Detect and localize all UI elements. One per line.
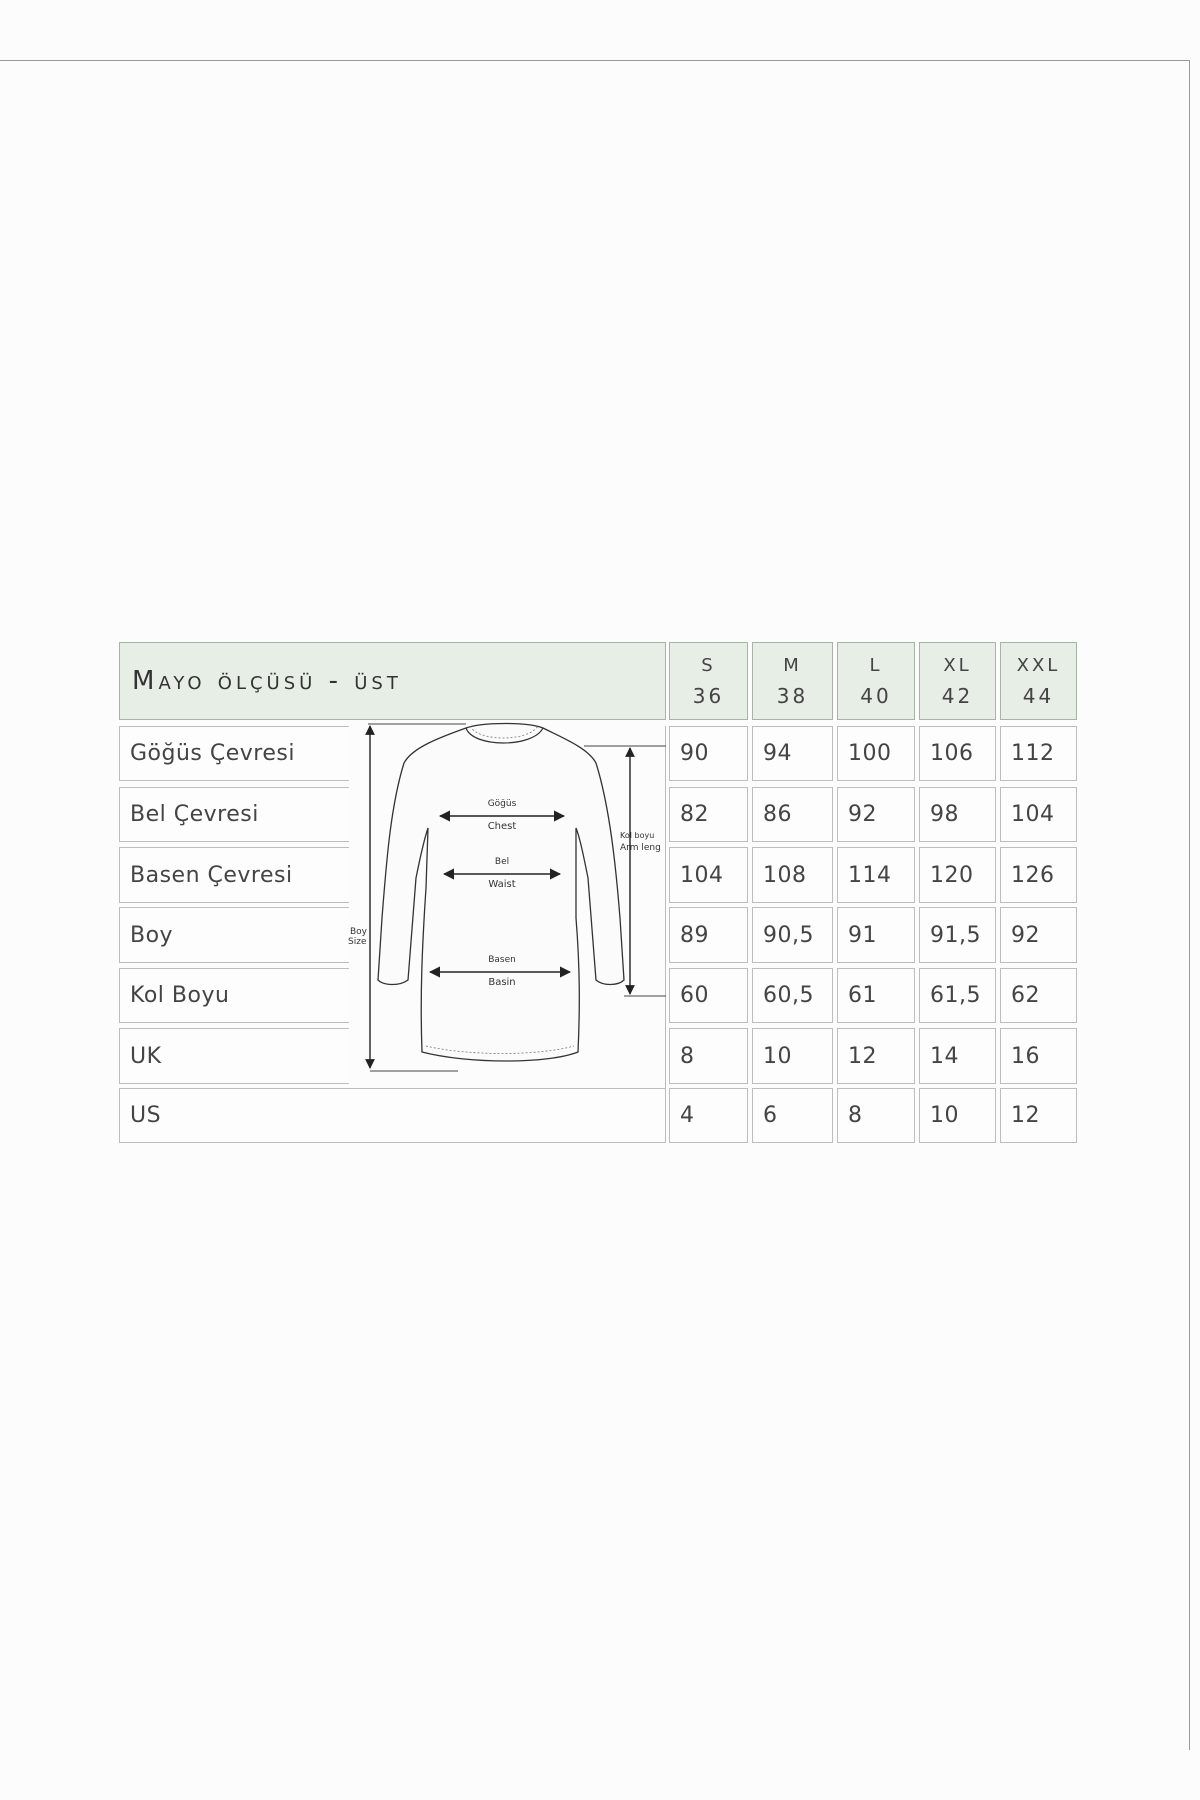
table-cell: 12 xyxy=(1000,1088,1077,1143)
page-right-border xyxy=(1189,60,1190,1750)
table-title-initial: M xyxy=(132,666,159,696)
row-label-text: Boy xyxy=(130,922,174,948)
table-cell: 92 xyxy=(837,787,915,842)
row-label-chest xyxy=(119,726,349,781)
size-header-xxl xyxy=(1000,642,1077,720)
length-label-tr: Boy xyxy=(350,927,368,937)
size-label: L xyxy=(869,655,883,676)
table-cell: 94 xyxy=(752,726,833,781)
row-label-text: Kol Boyu xyxy=(130,983,230,1008)
table-cell: 91 xyxy=(837,907,915,963)
size-header-s xyxy=(669,642,748,720)
table-title xyxy=(119,642,666,720)
table-cell: 62 xyxy=(1000,968,1077,1023)
table-cell: 82 xyxy=(669,787,748,842)
row-label-us xyxy=(119,1088,666,1143)
table-cell: 10 xyxy=(919,1088,996,1143)
waist-label-tr: Bel xyxy=(494,857,510,867)
size-eu: 38 xyxy=(776,684,809,708)
row-label-text: Bel Çevresi xyxy=(130,802,259,827)
row-label-text: UK xyxy=(130,1043,162,1069)
row-label-uk xyxy=(119,1028,349,1084)
size-label: XXL xyxy=(1016,655,1061,676)
table-cell: 98 xyxy=(919,787,996,842)
table-cell: 10 xyxy=(752,1028,833,1084)
row-label-text: US xyxy=(130,1103,162,1128)
arm-label-tr: Kol boyu xyxy=(620,831,655,840)
size-eu: 36 xyxy=(692,684,725,708)
table-cell: 114 xyxy=(837,847,915,903)
table-cell: 92 xyxy=(1000,907,1077,963)
table-cell: 120 xyxy=(919,847,996,903)
table-cell: 86 xyxy=(752,787,833,842)
table-cell: 4 xyxy=(669,1088,748,1143)
table-title-rest: ayo ölçüsü - üst xyxy=(158,666,402,696)
page-top-border xyxy=(0,60,1190,61)
table-cell: 61,5 xyxy=(919,968,996,1023)
size-header-l xyxy=(837,642,915,720)
row-label-text: Basen Çevresi xyxy=(130,862,293,888)
chest-label-tr: Göğüs xyxy=(487,799,517,809)
size-eu: 44 xyxy=(1022,684,1055,708)
table-cell: 8 xyxy=(837,1088,915,1143)
size-header-xl xyxy=(919,642,996,720)
size-label: XL xyxy=(943,655,972,676)
table-cell: 90,5 xyxy=(752,907,833,963)
table-cell: 8 xyxy=(669,1028,748,1084)
table-cell: 112 xyxy=(1000,726,1077,781)
size-label: M xyxy=(783,655,802,676)
row-label-length xyxy=(119,907,349,963)
table-cell: 12 xyxy=(837,1028,915,1084)
table-cell: 126 xyxy=(1000,847,1077,903)
table-cell: 100 xyxy=(837,726,915,781)
table-cell: 91,5 xyxy=(919,907,996,963)
table-cell: 61 xyxy=(837,968,915,1023)
row-label-text: Göğüs Çevresi xyxy=(130,741,295,766)
arm-label-en: Arm leng xyxy=(620,843,661,853)
waist-label-en: Waist xyxy=(488,879,516,890)
basin-label-en: Basin xyxy=(488,977,516,988)
row-label-arm xyxy=(119,968,349,1023)
row-label-waist xyxy=(119,787,349,842)
chest-label-en: Chest xyxy=(487,821,517,832)
row-label-hips xyxy=(119,847,349,903)
table-cell: 108 xyxy=(752,847,833,903)
basin-label-tr: Basen xyxy=(488,955,516,965)
garment-measurement-illustration xyxy=(348,718,666,1090)
table-cell: 14 xyxy=(919,1028,996,1084)
length-label-en: Size xyxy=(348,937,367,947)
table-cell: 106 xyxy=(919,726,996,781)
table-cell: 89 xyxy=(669,907,748,963)
table-cell: 16 xyxy=(1000,1028,1077,1084)
size-eu: 42 xyxy=(941,684,974,708)
table-cell: 6 xyxy=(752,1088,833,1143)
table-cell: 104 xyxy=(1000,787,1077,842)
size-header-m xyxy=(752,642,833,720)
size-eu: 40 xyxy=(860,684,892,708)
table-cell: 60 xyxy=(669,968,748,1023)
size-label: S xyxy=(701,655,716,676)
table-cell: 90 xyxy=(669,726,748,781)
table-cell: 60,5 xyxy=(752,968,833,1023)
table-cell: 104 xyxy=(669,847,748,903)
